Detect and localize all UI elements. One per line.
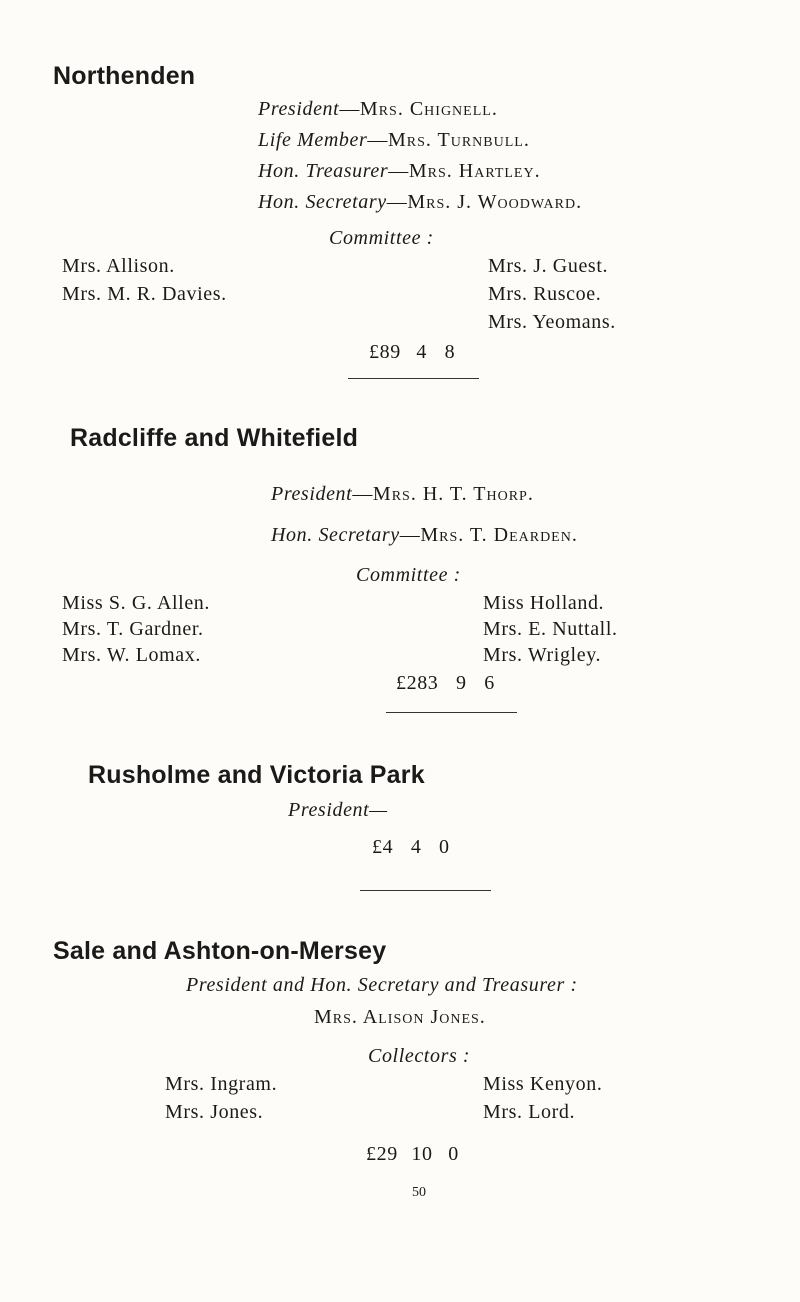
rusholme-amount (372, 836, 450, 859)
amount-shillings: 10 (411, 1143, 433, 1165)
collector: Mrs. Ingram. (165, 1073, 278, 1095)
section-divider (360, 890, 491, 891)
role-label: Hon. Treasurer (258, 160, 389, 182)
amount-pounds: £29 (366, 1143, 398, 1165)
section-title-northenden: Northenden (53, 62, 196, 90)
committee-member: Mrs. E. Nuttall. (483, 618, 618, 640)
amount-pence: 0 (448, 1143, 459, 1165)
amount-shillings: 4 (416, 341, 428, 363)
amount-shillings: 9 (456, 672, 467, 694)
collector: Mrs. Jones. (165, 1101, 264, 1123)
committee-label: Committee : (329, 227, 434, 249)
officer-name: Mrs. H. T. Thorp. (372, 483, 534, 505)
section-divider (386, 712, 517, 713)
role-label: Hon. Secretary (271, 524, 400, 546)
northenden-secretary-line: Hon. Secretary—Mrs. J. Woodward. (258, 191, 583, 213)
amount-pounds: £89 (369, 341, 401, 363)
committee-member: Miss S. G. Allen. (62, 592, 211, 614)
section-title-rusholme: Rusholme and Victoria Park (88, 761, 425, 789)
role-label: President (271, 483, 353, 505)
committee-member: Mrs. Allison. (62, 255, 175, 277)
section-divider (348, 378, 479, 379)
sale-officers-name: Mrs. Alison Jones. (314, 1006, 486, 1028)
role-label: Hon. Secretary (258, 191, 387, 213)
collector: Mrs. Lord. (483, 1101, 576, 1123)
page-number: 50 (412, 1185, 426, 1200)
section-title-radcliffe: Radcliffe and Whitefield (70, 424, 359, 452)
officer-name: Mrs. T. Dearden. (420, 524, 578, 546)
committee-member: Mrs. Ruscoe. (488, 283, 602, 305)
officer-name: Mrs. Hartley. (408, 160, 541, 182)
committee-member: Mrs. Yeomans. (488, 311, 616, 333)
northenden-amount (369, 341, 455, 364)
section-title-sale: Sale and Ashton-on-Mersey (53, 937, 387, 965)
amount-pounds: £283 (396, 672, 439, 694)
sale-officers-label: President and Hon. Secretary and Treasurer : (186, 974, 578, 996)
radcliffe-president-line: President—Mrs. H. T. Thorp. (271, 483, 534, 505)
amount-pounds: £4 (372, 836, 394, 858)
sale-amount (366, 1143, 459, 1166)
officer-name: Mrs. J. Woodward. (407, 191, 583, 213)
committee-label: Committee : (356, 564, 461, 586)
amount-pence: 0 (439, 836, 450, 858)
amount-shillings: 4 (410, 836, 422, 858)
officer-name: Mrs. Chignell. (359, 98, 498, 120)
role-label: Life Member (258, 129, 368, 151)
committee-member: Mrs. W. Lomax. (62, 644, 201, 666)
committee-member: Mrs. J. Guest. (488, 255, 609, 277)
committee-member: Mrs. M. R. Davies. (62, 283, 227, 305)
radcliffe-secretary-line: Hon. Secretary—Mrs. T. Dearden. (271, 524, 578, 546)
officer-name: Mrs. Turnbull. (387, 129, 530, 151)
collectors-label: Collectors : (368, 1045, 471, 1067)
radcliffe-amount (396, 672, 495, 695)
northenden-life-member-line: Life Member—Mrs. Turnbull. (258, 129, 530, 151)
northenden-treasurer-line: Hon. Treasurer—Mrs. Hartley. (258, 160, 541, 182)
northenden-president-line: President—Mrs. Chignell. (258, 98, 498, 120)
rusholme-president-line: President— (288, 799, 388, 821)
committee-member: Miss Holland. (483, 592, 605, 614)
amount-pence: 8 (444, 341, 456, 363)
role-label: President (258, 98, 340, 120)
committee-member: Mrs. T. Gardner. (62, 618, 204, 640)
amount-pence: 6 (484, 672, 495, 694)
committee-member: Mrs. Wrigley. (483, 644, 602, 666)
collector: Miss Kenyon. (483, 1073, 603, 1095)
